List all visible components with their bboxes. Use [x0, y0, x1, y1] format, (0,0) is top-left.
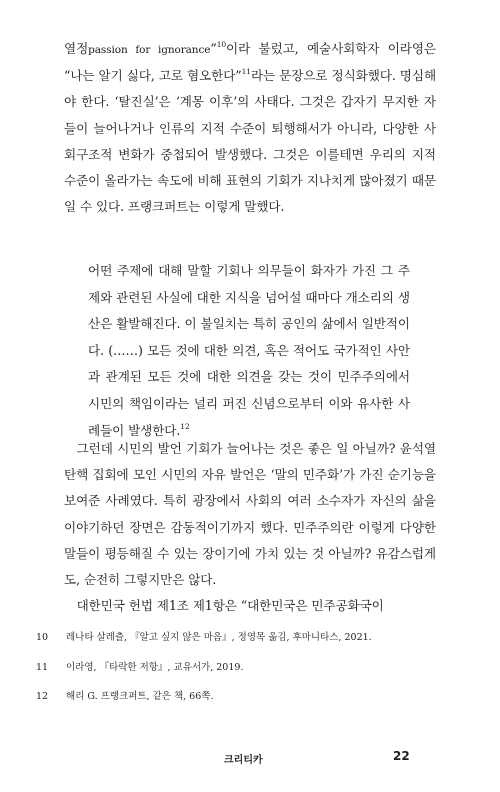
text-run: 라는 문장으로 정식화했다. 명심해야 한다. ‘탈진실’은 ‘계몽 이후’의 사태다. 그것은 갑자기 무지한 자들이 늘어나거나 인류의 지적 수준이 퇴행해서가 아니라, 다양한 사회구조적 변화가 중첩되어 발생했다. 그것은 이를테면 우리의 지적 수준이 올라가는 속도에 비해 표현의 기회가 지나치게 많아졌기 때문일 수 있다. 프랭크퍼트는 이렇게 말했다. — [64, 68, 437, 215]
paragraph-1: 그런데 시민의 발언 기회가 늘어나는 것은 좋은 일 아닐까? 윤석열 탄핵 집회에 모인 시민의 자유 발언은 ‘말의 민주화’가 가진 순기능을 보여준 사례였다. 특히 광장에서 사회의 여러 소수자가 자신의 삶을 이야기하던 장면은 감동적이기까지 했다. 민주주의란 이렇게 다양한 말들이 평등해질 수 있는 장이기에 가치 있는 것 아닐까? 유감스럽게도, 순전히 그렇지만은 않다. — [64, 441, 436, 588]
running-footer-title: 크리티카 — [224, 755, 263, 766]
footnote — [36, 660, 456, 675]
paragraph-2: 대한민국 헌법 제1조 제1항은 “대한민국은 민주공화국이 — [76, 598, 384, 614]
footnote-number: 12 — [36, 691, 49, 702]
footnote — [36, 630, 456, 645]
body-text-bottom — [64, 436, 436, 619]
text-run: 이라 불렀고, 예술사회학자 이라영은 “나는 알기 싫다, 고로 혐오한다” — [64, 41, 436, 84]
text-run: ” — [210, 41, 217, 56]
paragraph-top — [64, 36, 436, 220]
footnotes — [36, 630, 456, 719]
footnote-ref-11: 11 — [241, 67, 251, 77]
footnote — [36, 689, 456, 704]
footnote-number: 10 — [36, 632, 49, 643]
page-number: 22 — [393, 749, 410, 763]
block-quote — [88, 258, 410, 444]
footnote-text: 해리 G. 프랭크퍼트, 같은 책, 66쪽. — [66, 691, 214, 702]
footnote-ref-12: 12 — [180, 421, 190, 431]
footnote-number: 11 — [36, 661, 49, 673]
footnote-text: 레나타 살레츨, 『알고 싶지 않은 마음』, 정영목 옮김, 후마니타스, 2021. — [66, 632, 372, 643]
quote-paragraph — [88, 258, 410, 444]
footnote-text: 이라영, 『타락한 저항』, 교유서가, 2019. — [66, 661, 244, 673]
text-run: 열정 — [64, 41, 89, 56]
footnote-ref-10: 10 — [216, 40, 227, 49]
quote-text: 어떤 주제에 대해 말할 기회나 의무들이 화자가 가진 그 주제와 관련된 사실에 대한 지식을 넘어설 때마다 개소리의 생산은 활발해진다. 이 불일치는 특히 공인의 삶에서 일반적이다. (……) 모든 것에 대한 의견, 혹은 적어도 국가적인 사안과 관계된 모든 것에 대한 의견을 갖는 것이 민주주의에서 시민의 책임이라는 널리 퍼진 신념으로부터 이와 유사한 사례들이 발생한다. — [88, 263, 410, 438]
body-text-top — [64, 36, 436, 220]
english-term: passion for ignorance — [88, 44, 211, 56]
